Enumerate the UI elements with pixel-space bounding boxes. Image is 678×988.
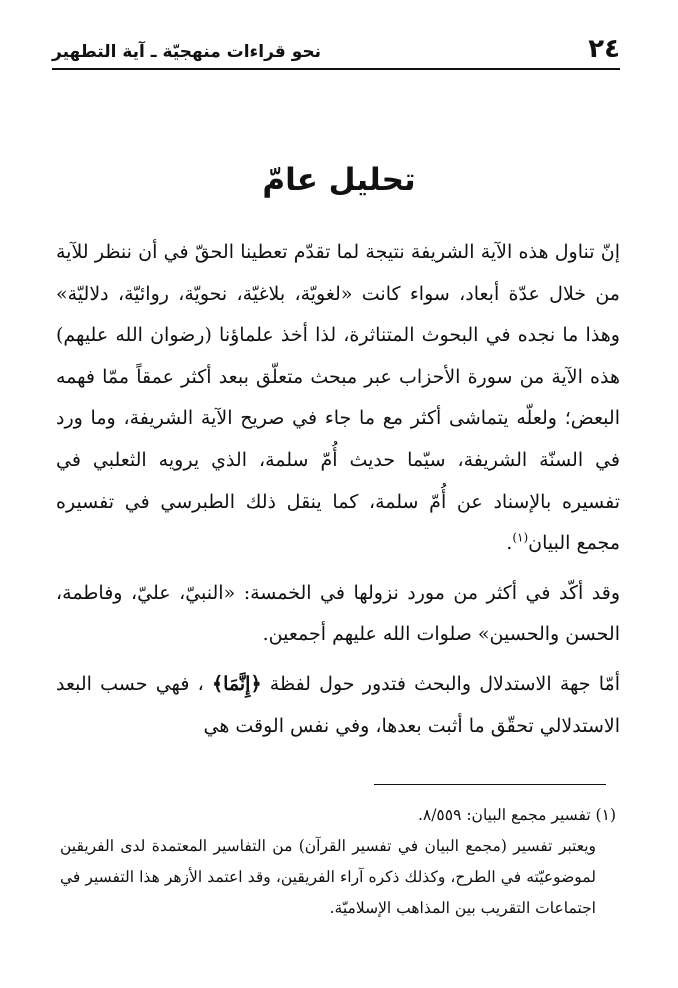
footnote-reference: (١) (512, 530, 529, 545)
paragraph-1-end: . (506, 532, 513, 555)
paragraph-2: وقد أكّد في أكثر من مورد نزولها في الخمسة: «النبيّ، عليّ، وفاطمة، الحسن والحسين» صلوات الله عليهم أجمعين. (56, 581, 620, 646)
body-text (56, 232, 620, 747)
section-heading: تحليل عامّ (262, 162, 416, 198)
paragraph-3 (56, 664, 620, 747)
footnote-divider (374, 784, 606, 785)
quranic-word: ﴿إِنَّمَا﴾ (211, 672, 262, 695)
footnotes (60, 800, 616, 924)
page-number: ٢٤ (588, 34, 620, 64)
paragraph-1 (56, 232, 620, 565)
paragraph-3-end: ، فهي حسب البعد الاستدلالي تحقّق ما أثبت بعدها، وفي نفس الوقت هي (56, 672, 620, 737)
footnote-1-continuation: ويعتبر تفسير (مجمع البيان في تفسير القرآن) من التفاسير المعتمدة لدى الفريقين لموضوعيّته في الطرح، وكذلك ذكره آراء الفريقين، وقد اعتمد الأزهر هذا التفسير في اجتماعات التقريب بين المذاهب الإسلاميّة. (60, 837, 596, 917)
book-title: نحو قراءات منهجيّة ـ آية التطهير (52, 42, 321, 62)
paragraph-1-text: إنّ تناول هذه الآية الشريفة نتيجة لما تقدّم تعطينا الحقّ في أن ننظر للآية من خلال عدّة أبعاد، سواء كانت «لغويّة، بلاغيّة، نحويّة، روائيّة، دلاليّة» وهذا ما نجده في البحوث المتناثرة، لذا أخذ علماؤنا (رضوان الله عليهم) هذه الآية من سورة الأحزاب عبر مبحث متعلّق ببعد أكثر عمقاً ممّا فهمه البعض؛ ولعلّه يتماشى أكثر مع ما جاء في صريح الآية الشريفة، وما ورد في السنّة الشريفة، سيّما حديث أُمّ سلمة، الذي يرويه الثعلبي في تفسيره بالإسناد عن أُمّ سلمة، كما ينقل ذلك الطبرسي في تفسيره مجمع البيان (56, 241, 620, 555)
paragraph-3-start: أمّا جهة الاستدلال والبحث فتدور حول لفظة (269, 672, 620, 695)
running-header (52, 28, 620, 70)
footnote-1: (١) تفسير مجمع البيان: ٨/٥٥٩. (417, 806, 616, 824)
